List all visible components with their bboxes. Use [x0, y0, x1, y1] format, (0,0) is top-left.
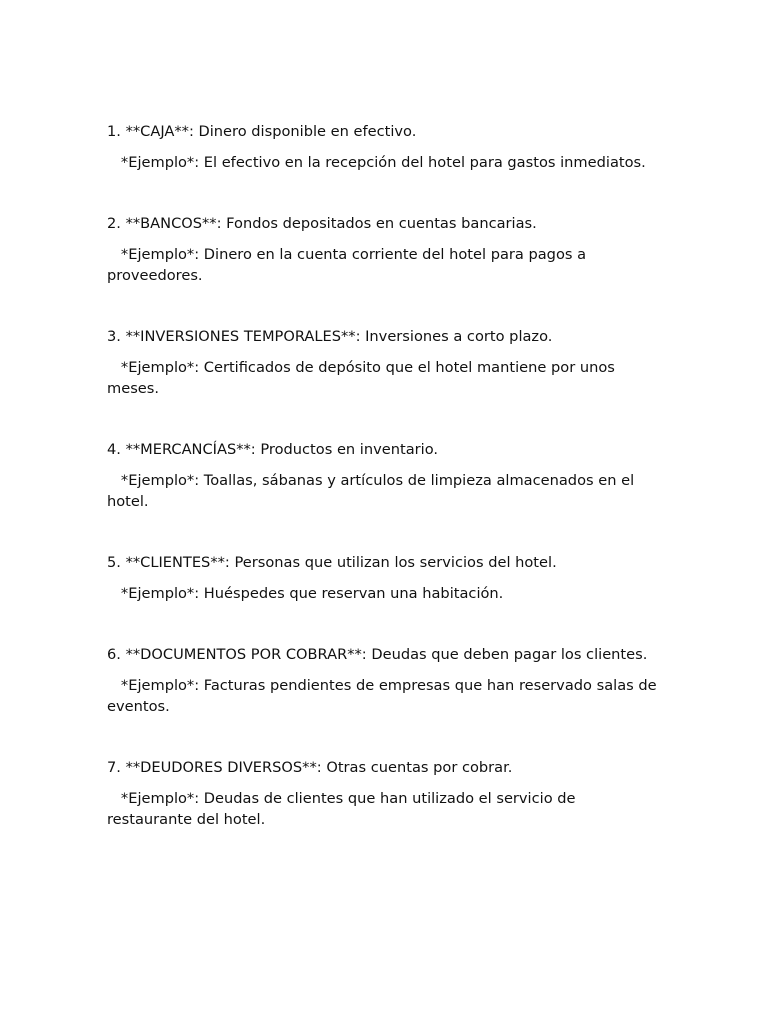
list-item	[107, 213, 657, 286]
list-item	[107, 439, 657, 512]
entry-heading: 6. **DOCUMENTOS POR COBRAR**: Deudas que deben pagar los clientes.	[107, 646, 648, 663]
entry-heading: 5. **CLIENTES**: Personas que utilizan los servicios del hotel.	[107, 554, 557, 571]
entry-example: *Ejemplo*: Huéspedes que reservan una habitación.	[107, 585, 504, 602]
entry-example: *Ejemplo*: Certificados de depósito que el hotel mantiene por unos meses.	[107, 359, 620, 397]
account-list	[107, 121, 662, 870]
list-item	[107, 326, 657, 399]
entry-example: *Ejemplo*: Facturas pendientes de empresas que han reservado salas de eventos.	[107, 677, 662, 715]
list-item	[107, 121, 657, 173]
entry-example: *Ejemplo*: Dinero en la cuenta corriente del hotel para pagos a proveedores.	[107, 246, 591, 284]
entry-heading: 2. **BANCOS**: Fondos depositados en cuentas bancarias.	[107, 215, 537, 232]
entry-heading: 1. **CAJA**: Dinero disponible en efectivo.	[107, 123, 417, 140]
entry-heading: 3. **INVERSIONES TEMPORALES**: Inversiones a corto plazo.	[107, 328, 553, 345]
entry-example: *Ejemplo*: Toallas, sábanas y artículos de limpieza almacenados en el hotel.	[107, 472, 639, 510]
list-item	[107, 552, 657, 604]
list-item	[107, 644, 662, 717]
entry-example: *Ejemplo*: El efectivo en la recepción del hotel para gastos inmediatos.	[107, 154, 646, 171]
entry-heading: 4. **MERCANCÍAS**: Productos en inventario.	[107, 441, 439, 458]
entry-heading: 7. **DEUDORES DIVERSOS**: Otras cuentas por cobrar.	[107, 759, 513, 776]
list-item	[107, 757, 657, 830]
entry-example: *Ejemplo*: Deudas de clientes que han utilizado el servicio de restaurante del hotel.	[107, 790, 581, 828]
